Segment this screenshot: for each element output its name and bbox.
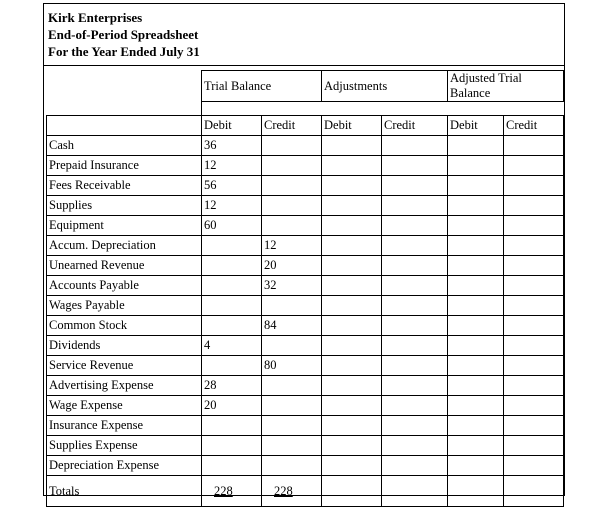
tb-credit-cell[interactable] (262, 376, 322, 396)
atb-credit-cell[interactable] (504, 176, 564, 196)
atb-credit-cell[interactable] (504, 136, 564, 156)
atb-credit-cell[interactable] (504, 416, 564, 436)
table-row (47, 216, 564, 236)
atb-debit-header: Debit (448, 116, 504, 136)
tb-debit-cell[interactable]: 36 (202, 136, 262, 156)
tb-credit-cell[interactable] (262, 336, 322, 356)
account-label[interactable]: Accum. Depreciation (47, 236, 202, 256)
table-row (47, 336, 564, 356)
adj-credit-cell[interactable] (382, 356, 448, 376)
spacer-row (47, 102, 564, 116)
atb-credit-cell[interactable] (504, 436, 564, 456)
table-row (47, 396, 564, 416)
adj-credit-cell[interactable] (382, 176, 448, 196)
account-label[interactable]: Service Revenue (47, 356, 202, 376)
tb-debit-cell[interactable] (202, 256, 262, 276)
tb-debit-cell[interactable]: 12 (202, 196, 262, 216)
atb-credit-cell[interactable] (504, 276, 564, 296)
adj-debit-cell[interactable] (322, 216, 382, 236)
atb-credit-header: Credit (504, 116, 564, 136)
table-row (47, 316, 564, 336)
table-row (47, 276, 564, 296)
tb-credit-cell[interactable] (262, 196, 322, 216)
atb-debit-cell[interactable] (448, 276, 504, 296)
tb-debit-cell[interactable] (202, 456, 262, 476)
totals-row (47, 476, 564, 507)
account-label[interactable]: Insurance Expense (47, 416, 202, 436)
atb-debit-cell[interactable] (448, 196, 504, 216)
adj-debit-cell[interactable] (322, 336, 382, 356)
adj-credit-cell[interactable] (382, 396, 448, 416)
atb-debit-cell[interactable] (448, 156, 504, 176)
atb-debit-cell[interactable] (448, 376, 504, 396)
tb-credit-cell[interactable]: 84 (262, 316, 322, 336)
adj-debit-cell[interactable] (322, 296, 382, 316)
table-row (47, 156, 564, 176)
adj-credit-cell[interactable] (382, 196, 448, 216)
adj-debit-cell[interactable] (322, 156, 382, 176)
tb-debit-header: Debit (202, 116, 262, 136)
atb-credit-cell[interactable] (504, 356, 564, 376)
table-row (47, 176, 564, 196)
tb-credit-total (262, 476, 322, 507)
table-row (47, 296, 564, 316)
group-trial-balance: Trial Balance (202, 71, 322, 102)
account-label[interactable]: Common Stock (47, 316, 202, 336)
spreadsheet (43, 3, 565, 496)
tb-debit-cell[interactable]: 56 (202, 176, 262, 196)
adj-credit-header: Credit (382, 116, 448, 136)
adj-debit-cell[interactable] (322, 176, 382, 196)
atb-debit-cell[interactable] (448, 436, 504, 456)
atb-debit-cell[interactable] (448, 256, 504, 276)
atb-credit-cell[interactable] (504, 316, 564, 336)
table-row (47, 196, 564, 216)
adj-credit-cell[interactable] (382, 276, 448, 296)
tb-debit-cell[interactable]: 12 (202, 156, 262, 176)
adj-credit-cell[interactable] (382, 376, 448, 396)
group-adjustments: Adjustments (322, 71, 448, 102)
atb-debit-cell[interactable] (448, 456, 504, 476)
adj-credit-cell[interactable] (382, 296, 448, 316)
account-rows (47, 136, 564, 476)
table-row (47, 356, 564, 376)
tb-debit-cell[interactable] (202, 296, 262, 316)
account-label[interactable]: Supplies Expense (47, 436, 202, 456)
table-row (47, 436, 564, 456)
account-label[interactable]: Accounts Payable (47, 276, 202, 296)
adj-credit-cell[interactable] (382, 136, 448, 156)
atb-credit-cell[interactable] (504, 256, 564, 276)
adj-debit-cell[interactable] (322, 236, 382, 256)
atb-credit-total (504, 476, 564, 507)
tb-credit-total-value: 228 (274, 484, 293, 498)
report-period: For the Year Ended July 31 (48, 44, 200, 59)
table-row (47, 256, 564, 276)
tb-debit-cell[interactable]: 60 (202, 216, 262, 236)
atb-debit-cell[interactable] (448, 396, 504, 416)
tb-credit-header: Credit (262, 116, 322, 136)
adj-debit-total (322, 476, 382, 507)
report-name: End-of-Period Spreadsheet (48, 27, 199, 42)
tb-debit-cell[interactable] (202, 436, 262, 456)
account-label[interactable]: Wage Expense (47, 396, 202, 416)
table-row (47, 456, 564, 476)
tb-credit-cell[interactable] (262, 296, 322, 316)
tb-debit-total-wrap (204, 476, 233, 506)
tb-debit-cell[interactable] (202, 356, 262, 376)
adj-credit-cell[interactable] (382, 236, 448, 256)
tb-debit-total (202, 476, 262, 507)
tb-debit-cell[interactable] (202, 416, 262, 436)
account-label[interactable]: Depreciation Expense (47, 456, 202, 476)
tb-debit-cell[interactable]: 4 (202, 336, 262, 356)
atb-credit-cell[interactable] (504, 196, 564, 216)
adj-credit-total (382, 476, 448, 507)
atb-credit-cell[interactable] (504, 396, 564, 416)
atb-debit-cell[interactable] (448, 216, 504, 236)
adj-credit-cell[interactable] (382, 156, 448, 176)
atb-debit-cell[interactable] (448, 356, 504, 376)
atb-credit-cell[interactable] (504, 216, 564, 236)
tb-credit-cell[interactable] (262, 396, 322, 416)
atb-credit-cell[interactable] (504, 376, 564, 396)
account-label[interactable]: Dividends (47, 336, 202, 356)
account-label[interactable]: Unearned Revenue (47, 256, 202, 276)
adj-debit-cell[interactable] (322, 256, 382, 276)
adj-credit-cell[interactable] (382, 256, 448, 276)
corner-cell (47, 71, 202, 102)
atb-debit-cell[interactable] (448, 336, 504, 356)
account-label[interactable]: Fees Receivable (47, 176, 202, 196)
label-header-cell (47, 116, 202, 136)
totals-label: Totals (47, 476, 202, 507)
tb-debit-total-value: 228 (214, 484, 233, 498)
tb-debit-cell[interactable]: 20 (202, 396, 262, 416)
adj-debit-cell[interactable] (322, 436, 382, 456)
tb-debit-cell[interactable] (202, 236, 262, 256)
atb-credit-cell[interactable] (504, 296, 564, 316)
adj-debit-header: Debit (322, 116, 382, 136)
title-block (44, 4, 564, 66)
group-header-row (47, 71, 564, 102)
account-label[interactable]: Prepaid Insurance (47, 156, 202, 176)
table-row (47, 376, 564, 396)
tb-credit-cell[interactable]: 20 (262, 256, 322, 276)
account-label[interactable]: Cash (47, 136, 202, 156)
account-label[interactable]: Advertising Expense (47, 376, 202, 396)
tb-credit-cell[interactable] (262, 436, 322, 456)
tb-debit-cell[interactable] (202, 276, 262, 296)
adj-credit-cell[interactable] (382, 316, 448, 336)
adj-credit-cell[interactable] (382, 456, 448, 476)
tb-credit-cell[interactable]: 80 (262, 356, 322, 376)
spacer-cell (47, 102, 202, 116)
adj-debit-cell[interactable] (322, 416, 382, 436)
atb-credit-cell[interactable] (504, 336, 564, 356)
account-label[interactable]: Wages Payable (47, 296, 202, 316)
tb-credit-cell[interactable] (262, 136, 322, 156)
tb-credit-cell[interactable] (262, 216, 322, 236)
adj-debit-cell[interactable] (322, 136, 382, 156)
adj-debit-cell[interactable] (322, 276, 382, 296)
account-label[interactable]: Equipment (47, 216, 202, 236)
atb-credit-cell[interactable] (504, 156, 564, 176)
subheader-row (47, 116, 564, 136)
spacer-cell (202, 102, 564, 116)
adj-debit-cell[interactable] (322, 456, 382, 476)
tb-credit-cell[interactable] (262, 456, 322, 476)
atb-credit-cell[interactable] (504, 456, 564, 476)
tb-debit-cell[interactable]: 28 (202, 376, 262, 396)
atb-debit-cell[interactable] (448, 236, 504, 256)
tb-credit-cell[interactable]: 32 (262, 276, 322, 296)
adj-credit-cell[interactable] (382, 436, 448, 456)
adj-debit-cell[interactable] (322, 376, 382, 396)
adj-debit-cell[interactable] (322, 356, 382, 376)
tb-credit-cell[interactable] (262, 156, 322, 176)
adj-credit-cell[interactable] (382, 416, 448, 436)
atb-credit-cell[interactable] (504, 236, 564, 256)
atb-debit-cell[interactable] (448, 316, 504, 336)
tb-credit-total-wrap (264, 476, 293, 506)
adj-debit-cell[interactable] (322, 316, 382, 336)
atb-debit-cell[interactable] (448, 416, 504, 436)
atb-debit-total (448, 476, 504, 507)
adj-credit-cell[interactable] (382, 336, 448, 356)
table-row (47, 136, 564, 156)
atb-debit-cell[interactable] (448, 136, 504, 156)
adj-credit-cell[interactable] (382, 216, 448, 236)
group-adjusted-trial-balance: Adjusted Trial Balance (448, 71, 564, 102)
adj-debit-cell[interactable] (322, 196, 382, 216)
account-label[interactable]: Supplies (47, 196, 202, 216)
tb-credit-cell[interactable] (262, 416, 322, 436)
table-row (47, 416, 564, 436)
table-row (47, 236, 564, 256)
tb-credit-cell[interactable]: 12 (262, 236, 322, 256)
atb-debit-cell[interactable] (448, 176, 504, 196)
tb-debit-cell[interactable] (202, 316, 262, 336)
company-name: Kirk Enterprises (48, 10, 143, 25)
adj-debit-cell[interactable] (322, 396, 382, 416)
worksheet-table (46, 70, 564, 507)
tb-credit-cell[interactable] (262, 176, 322, 196)
atb-debit-cell[interactable] (448, 296, 504, 316)
